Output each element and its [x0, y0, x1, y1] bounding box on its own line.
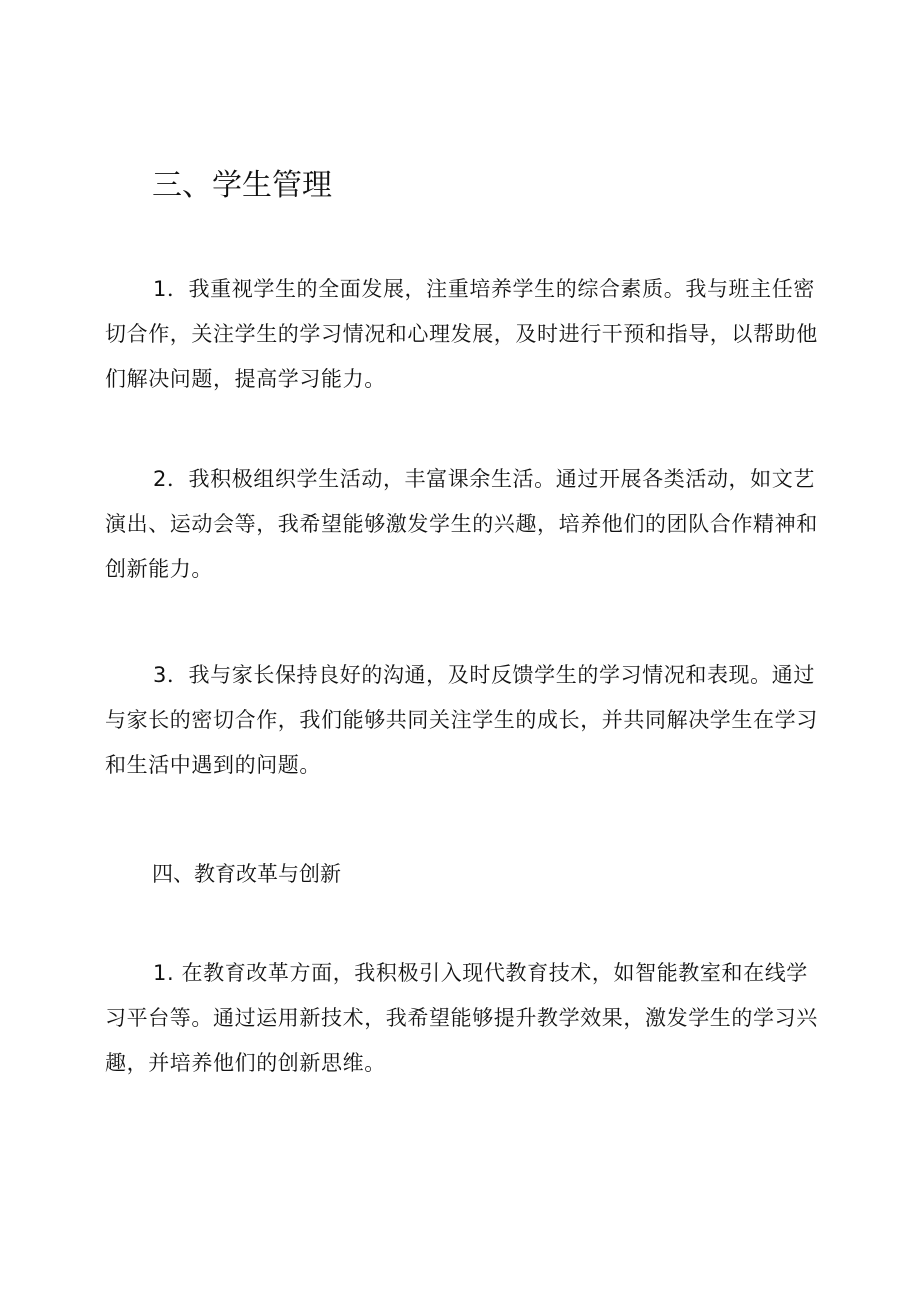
paragraph-item-1: 1．我重视学生的全面发展，注重培养学生的综合素质。我与班主任密切合作，关注学生的学习情况和心理发展，及时进行干预和指导，以帮助他们解决问题，提高学习能力。 — [105, 277, 818, 391]
paragraph-item-3: 3．我与家长保持良好的沟通，及时反馈学生的学习情况和表现。通过与家长的密切合作，我们能够共同关注学生的成长，并共同解决学生在学习和生活中遇到的问题。 — [105, 663, 818, 777]
section-heading-student-management: 三、学生管理 — [152, 168, 332, 203]
section-heading-education-reform: 四、教育改革与创新 — [152, 862, 341, 886]
paragraph-item-2: 2．我积极组织学生活动，丰富课余生活。通过开展各类活动，如文艺演出、运动会等，我希望能够激发学生的兴趣，培养他们的团队合作精神和创新能力。 — [105, 467, 818, 581]
paragraph-item-reform-1: 1. 在教育改革方面，我积极引入现代教育技术，如智能教室和在线学习平台等。通过运用新技术，我希望能够提升教学效果，激发学生的学习兴趣，并培养他们的创新思维。 — [105, 961, 818, 1075]
